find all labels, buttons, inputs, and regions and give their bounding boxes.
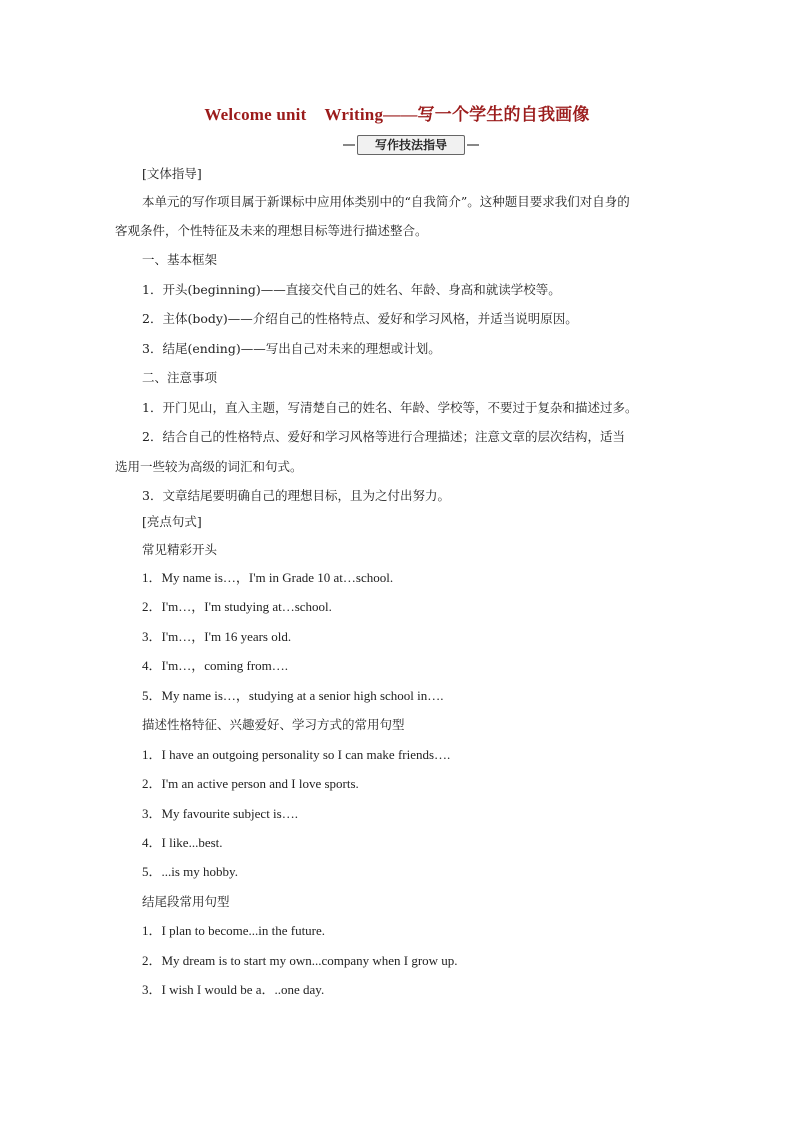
trait-sentence: 1．I have an outgoing personality so I can make friends…. — [142, 747, 451, 762]
banner-label: 写作技法指导 — [357, 135, 465, 155]
title-unit: Welcome unit — [204, 105, 307, 124]
opening-sentence: 4．I'm…，coming from…. — [142, 658, 289, 673]
ending-sentence: 1．I plan to become...in the future. — [142, 923, 326, 938]
intro-line: 本单元的写作项目属于新课标中应用体类别中的“自我简介”。这种题目要求我们对自身的 — [142, 194, 630, 209]
framework-item: 2．主体(body)——介绍自己的性格特点、爱好和学习风格，并适当说明原因。 — [142, 311, 578, 326]
banner-left-rule — [343, 144, 355, 146]
trait-sentence: 4．I like...best. — [142, 835, 223, 850]
notes-item: 选用一些较为高级的词汇和句式。 — [115, 459, 303, 474]
trait-sentence: 3．My favourite subject is…. — [142, 806, 298, 821]
intro-line: 客观条件，个性特征及未来的理想目标等进行描述整合。 — [115, 223, 428, 238]
framework-item: 3．结尾(ending)——写出自己对未来的理想或计划。 — [142, 341, 441, 356]
trait-sentence: 2．I'm an active person and I love sports. — [142, 776, 359, 791]
framework-heading: 一、基本框架 — [142, 252, 218, 267]
ending-sentence: 3．I wish I would be a．..one day. — [142, 982, 325, 997]
highlights-heading: [亮点句式] — [142, 514, 202, 529]
notes-item: 1．开门见山，直入主题，写清楚自己的姓名、年龄、学校等，不要过于复杂和描述过多。 — [142, 400, 638, 415]
opening-sentence: 2．I'm…，I'm studying at…school. — [142, 599, 332, 614]
ending-heading: 结尾段常用句型 — [142, 894, 230, 909]
section-banner — [343, 135, 479, 155]
notes-item: 2．结合自己的性格特点、爱好和学习风格等进行合理描述；注意文章的层次结构，适当 — [142, 429, 625, 444]
opening-sentence: 3．I'm…，I'm 16 years old. — [142, 629, 292, 644]
notes-item: 3．文章结尾要明确自己的理想目标，且为之付出努力。 — [142, 488, 450, 503]
trait-sentence: 5．...is my hobby. — [142, 864, 238, 879]
traits-heading: 描述性格特征、兴趣爱好、学习方式的常用句型 — [142, 717, 405, 732]
opening-sentence: 5．My name is…，studying at a senior high school in…. — [142, 688, 444, 703]
banner-right-rule — [467, 144, 479, 146]
framework-item: 1．开头(beginning)——直接交代自己的姓名、年龄、身高和就读学校等。 — [142, 282, 561, 297]
notes-heading: 二、注意事项 — [142, 370, 218, 385]
style-guide-heading: [文体指导] — [142, 166, 202, 181]
title-writing: Writing——写一个学生的自我画像 — [324, 105, 590, 124]
openings-heading: 常见精彩开头 — [142, 542, 218, 557]
page-title — [0, 100, 794, 125]
ending-sentence: 2．My dream is to start my own...company when I grow up. — [142, 953, 458, 968]
opening-sentence: 1．My name is…，I'm in Grade 10 at…school. — [142, 570, 394, 585]
